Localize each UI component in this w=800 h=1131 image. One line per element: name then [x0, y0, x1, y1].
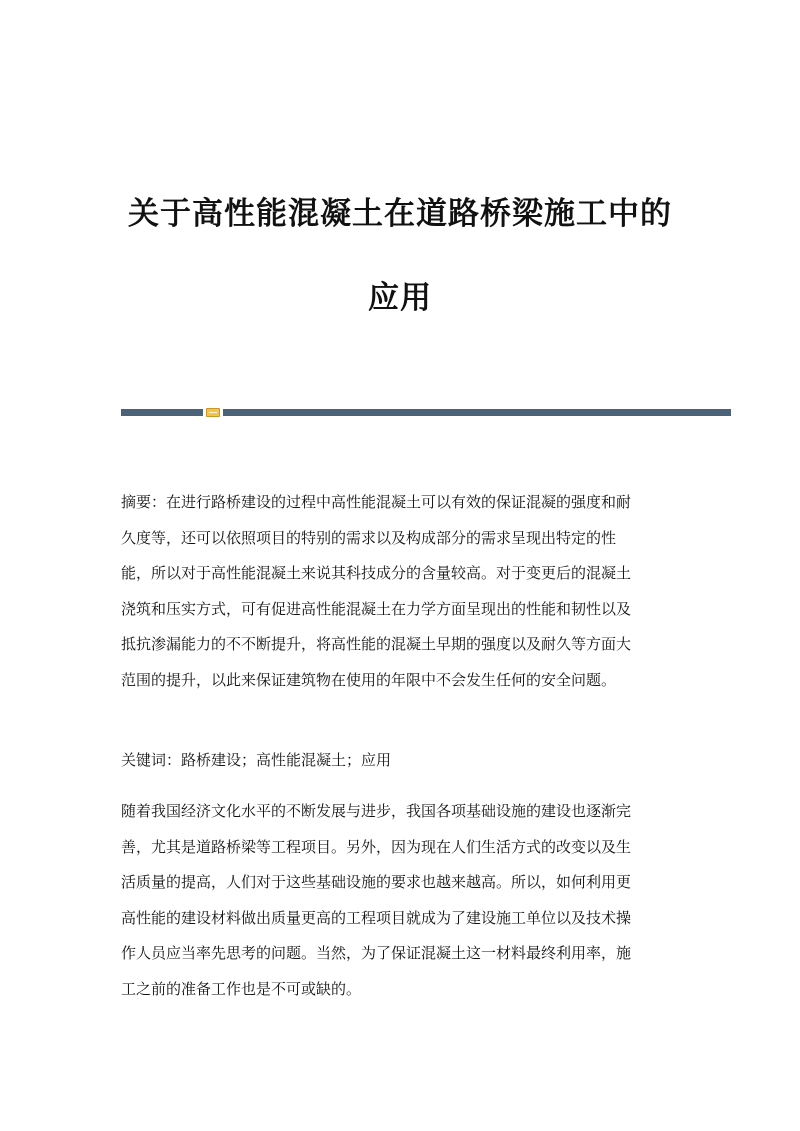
abstract-line: 摘要：在进行路桥建设的过程中高性能混凝土可以有效的保证混凝的强度和耐: [121, 493, 632, 511]
abstract-line: 能，所以对于高性能混凝土来说其科技成分的含量较高。对于变更后的混凝土: [121, 564, 632, 582]
body-paragraph: [121, 794, 686, 1007]
page-title-line-1: 关于高性能混凝土在道路桥梁施工中的: [128, 196, 672, 232]
paragraph-line: 随着我国经济文化水平的不断发展与进步，我国各项基础设施的建设也逐渐完: [121, 802, 632, 820]
page-title-line-2: 应用: [368, 280, 432, 316]
keywords-text: 关键词：路桥建设；高性能混凝土；应用: [121, 751, 392, 769]
paragraph-line: 善，尤其是道路桥梁等工程项目。另外，因为现在人们生活方式的改变以及生: [121, 837, 632, 856]
paragraph-line: 高性能的建设材料做出质量更高的工程项目就成为了建设施工单位以及技术操: [121, 908, 632, 927]
abstract-line: 久度等，还可以依照项目的特别的需求以及构成部分的需求呈现出特定的性: [121, 528, 617, 547]
paragraph-line: 工之前的准备工作也是不可或缺的。: [121, 979, 362, 998]
abstract-line: 抵抗渗漏能力的不不断提升，将高性能的混凝土早期的强度以及耐久等方面大: [121, 635, 632, 653]
divider-bar-right: [223, 409, 731, 416]
paragraph-line: 作人员应当率先思考的问题。当然，为了保证混凝土这一材料最终利用率，施: [121, 944, 632, 962]
divider-bar-left: [121, 409, 203, 416]
abstract-line: 范围的提升，以此来保证建筑物在使用的年限中不会发生任何的安全问题。: [121, 670, 617, 689]
document-icon: [206, 408, 220, 417]
paragraph-line: 活质量的提高，人们对于这些基础设施的要求也越来越高。所以，如何利用更: [121, 873, 632, 891]
abstract-line: 浇筑和压实方式，可有促进高性能混凝土在力学方面呈现出的性能和韧性以及: [121, 599, 632, 618]
abstract: [121, 485, 686, 698]
title-divider: [121, 408, 731, 417]
keywords: [121, 743, 686, 779]
